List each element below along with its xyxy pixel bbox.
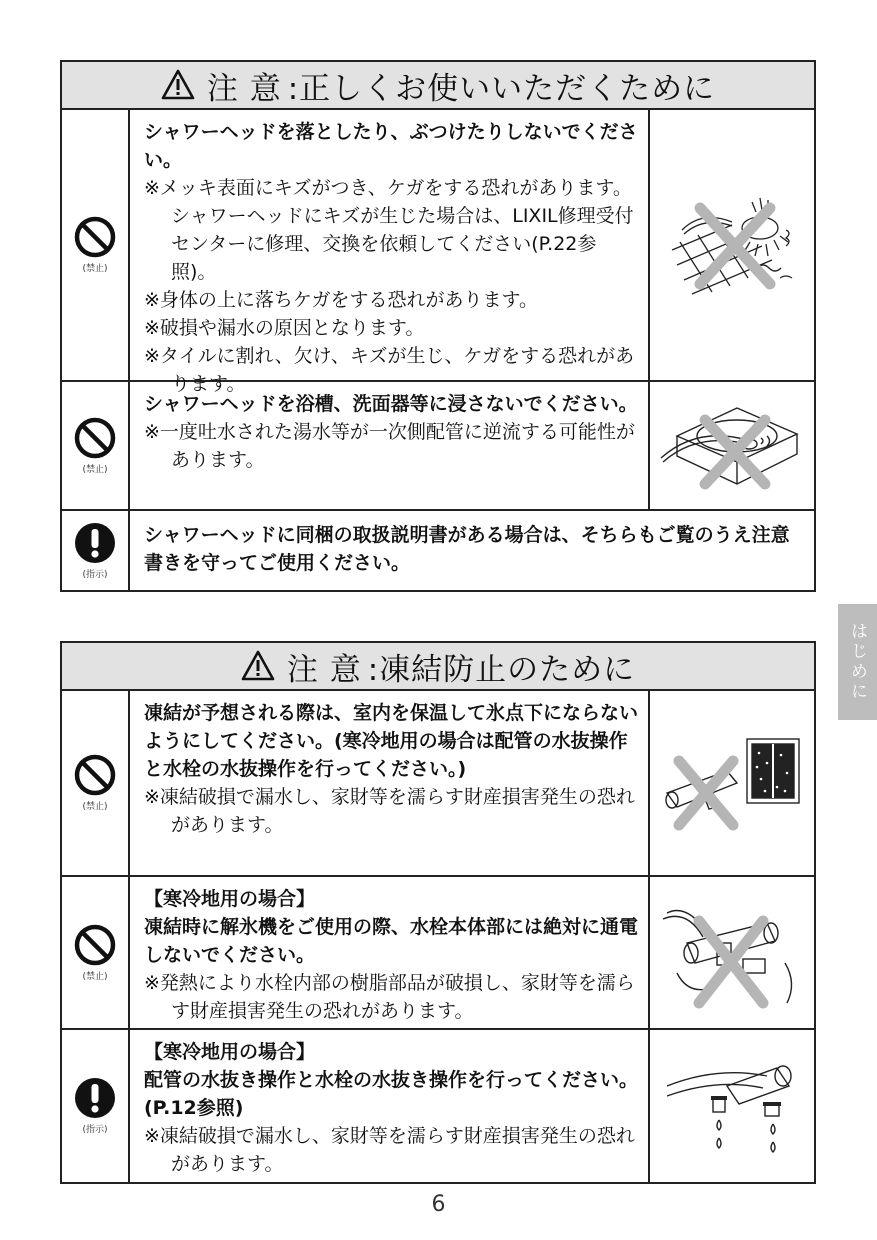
- caution-lead: 凍結時に解氷機をご使用の際、水栓本体部には絶対に通電しないでください。: [144, 916, 639, 966]
- faucet-thawing-illustration: [657, 893, 807, 1013]
- illustration-frozen-pipe-window: [650, 691, 814, 875]
- caution-text: [130, 110, 650, 395]
- icon-caption: (禁止): [82, 264, 108, 274]
- instruction-mark: [62, 1030, 130, 1182]
- caution-note: ※メッキ表面にキズがつき、ケガをする恐れがあります。シャワーヘッドにキズが生じた場合は、LIXIL修理受付センターに修理、交換を依頼してください(P.22参照)。: [144, 177, 634, 283]
- prohibition-mark: [62, 382, 130, 509]
- illustration-basin-immersion: [650, 382, 814, 509]
- icon-caption: (指示): [82, 1125, 108, 1135]
- caution-text: [130, 1030, 650, 1182]
- illustration-dropped-shower-head: [650, 110, 814, 380]
- prohibition-icon: [74, 417, 116, 459]
- prohibition-mark: [62, 877, 130, 1028]
- caution-text: [130, 691, 650, 875]
- caution-note: ※一度吐水された湯水等が一次側配管に逆流する可能性があります。: [144, 421, 635, 471]
- caution-lead: シャワーヘッドを落としたり、ぶつけたりしないでください。: [144, 121, 638, 171]
- caution-section-freeze-prevention: [60, 641, 816, 1184]
- icon-caption: (禁止): [82, 464, 108, 475]
- section-title-caution: 注 意: [206, 70, 282, 107]
- icon-caption: (禁止): [82, 971, 108, 982]
- faucet-draining-illustration: [657, 1046, 807, 1166]
- section-title: :凍結防止のために: [367, 651, 636, 688]
- caution-lead: シャワーヘッドを浴槽、洗面器等に浸さないでください。: [144, 393, 638, 415]
- prohibition-icon: [74, 924, 116, 966]
- shower-head-drop-illustration: [662, 190, 802, 300]
- caution-row: [62, 877, 814, 1030]
- caution-lead: 凍結が予想される際は、室内を保温して氷点下にならないようにしてください。(寒冷地用の場合は配管の水抜操作と水栓の水抜操作を行ってください。): [144, 702, 639, 780]
- prohibition-mark: [62, 110, 130, 380]
- caution-section-correct-use: [60, 60, 816, 592]
- caution-pre: 【寒冷地用の場合】: [144, 1041, 316, 1063]
- exclamation-instruction-icon: [74, 522, 116, 564]
- illustration-thawing-device: [650, 877, 814, 1028]
- caution-note: ※タイルに割れ、欠け、キズが生じ、ケガをする恐れがあります。: [144, 345, 635, 395]
- caution-text: [130, 382, 650, 509]
- caution-note: ※凍結破損で漏水し、家財等を濡らす財産損害発生の恐れがあります。: [144, 1125, 635, 1175]
- section-header: [62, 62, 814, 110]
- icon-caption: (禁止): [82, 802, 108, 812]
- frozen-faucet-window-illustration: [657, 733, 807, 833]
- caution-text: [130, 511, 814, 590]
- caution-lead: 配管の水抜き操作と水栓の水抜き操作を行ってください。(P.12参照): [144, 1069, 639, 1119]
- page-number: 6: [431, 1192, 446, 1217]
- instruction-mark: [62, 511, 130, 590]
- caution-note: ※凍結破損で漏水し、家財等を濡らす財産損害発生の恐れがあります。: [144, 786, 635, 836]
- caution-note: ※発熱により水栓内部の樹脂部品が破損し、家財等を濡らす財産損害発生の恐れがあります。: [144, 972, 635, 1022]
- caution-note: ※身体の上に落ちケガをする恐れがあります。: [144, 289, 539, 311]
- section-tab-introduction[interactable]: はじめに: [838, 604, 877, 720]
- caution-row: [62, 1030, 814, 1182]
- caution-lead: シャワーヘッドに同梱の取扱説明書がある場合は、そちらもご覧のうえ注意書きを守ってご使用ください。: [144, 524, 790, 574]
- basin-immersion-illustration: [657, 396, 807, 496]
- section-title-caution: 注 意: [286, 651, 362, 688]
- caution-text: [130, 877, 650, 1028]
- warning-triangle-icon: [241, 650, 275, 682]
- illustration-draining-faucet: [650, 1030, 814, 1182]
- caution-row: [62, 110, 814, 395]
- caution-row: [62, 382, 814, 511]
- warning-triangle-icon: [161, 69, 195, 101]
- section-header: [62, 643, 814, 691]
- caution-row: [62, 691, 814, 877]
- caution-pre: 【寒冷地用の場合】: [144, 888, 316, 910]
- prohibition-icon: [74, 216, 116, 258]
- prohibition-mark: [62, 691, 130, 875]
- caution-note: ※破損や漏水の原因となります。: [144, 317, 425, 339]
- prohibition-icon: [74, 754, 116, 796]
- caution-row: [62, 511, 814, 590]
- icon-caption: (指示): [82, 569, 108, 580]
- section-title: :正しくお使いいただくために: [287, 70, 716, 107]
- exclamation-instruction-icon: [74, 1077, 116, 1119]
